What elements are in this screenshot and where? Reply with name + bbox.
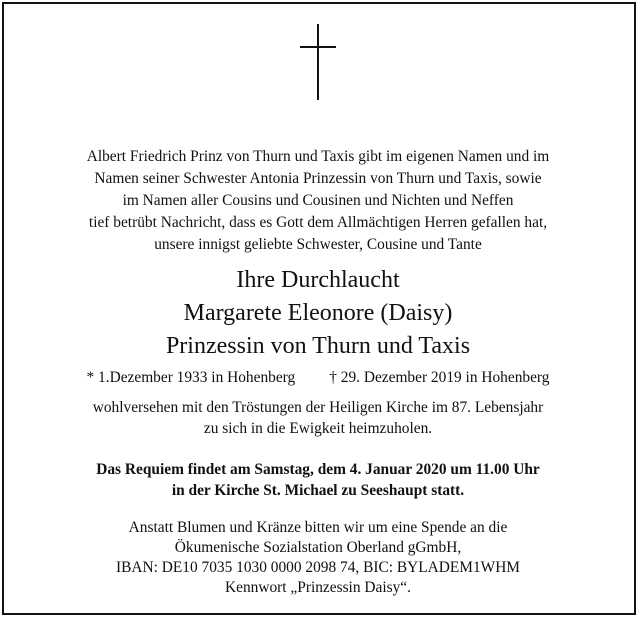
requiem-line: Das Requiem findet am Samstag, dem 4. Januar 2020 um 11.00 Uhr — [96, 461, 540, 478]
donation-line: IBAN: DE10 7035 1030 0000 2098 74, BIC: BYLADEM1WHM — [116, 559, 520, 576]
requiem-announcement — [0, 459, 636, 501]
requiem-line: in der Kirche St. Michael zu Seeshaupt statt. — [171, 482, 465, 499]
donation-request — [0, 518, 636, 598]
cross-icon — [0, 24, 636, 105]
intro-line: unsere innigst geliebte Schwester, Cousine und Tante — [154, 236, 482, 253]
deceased-full-name: Margarete Eleonore (Daisy) — [183, 300, 453, 326]
intro-line: tief betrübt Nachricht, dass es Gott dem Allmächtigen Herren gefallen hat, — [88, 214, 548, 231]
passing-line: wohlversehen mit den Tröstungen der Heiligen Kirche im 87. Lebensjahr — [92, 399, 544, 416]
life-dates — [0, 368, 636, 388]
death-date: † 29. Dezember 2019 in Hohenberg — [329, 369, 550, 386]
deceased-title: Ihre Durchlaucht — [236, 267, 400, 293]
intro-line: im Namen aller Cousins und Cousinen und Nichten und Neffen — [122, 192, 514, 209]
passing-text — [0, 397, 636, 439]
donation-line: Anstatt Blumen und Kränze bitten wir um eine Spende an die — [128, 519, 508, 536]
donation-line: Kennwort „Prinzessin Daisy“. — [225, 579, 411, 596]
donation-line: Ökumenische Sozialstation Oberland gGmbH, — [174, 539, 462, 556]
deceased-family-name: Prinzessin von Thurn und Taxis — [165, 333, 471, 359]
intro-line: Albert Friedrich Prinz von Thurn und Taxis gibt im eigenen Namen und im — [86, 148, 550, 165]
deceased-name — [0, 264, 636, 363]
birth-date: * 1.Dezember 1933 in Hohenberg — [86, 369, 296, 386]
passing-line: zu sich in die Ewigkeit heimzuholen. — [203, 420, 433, 437]
intro-line: Namen seiner Schwester Antonia Prinzessin von Thurn und Taxis, sowie — [94, 170, 542, 187]
intro-text — [0, 146, 636, 256]
